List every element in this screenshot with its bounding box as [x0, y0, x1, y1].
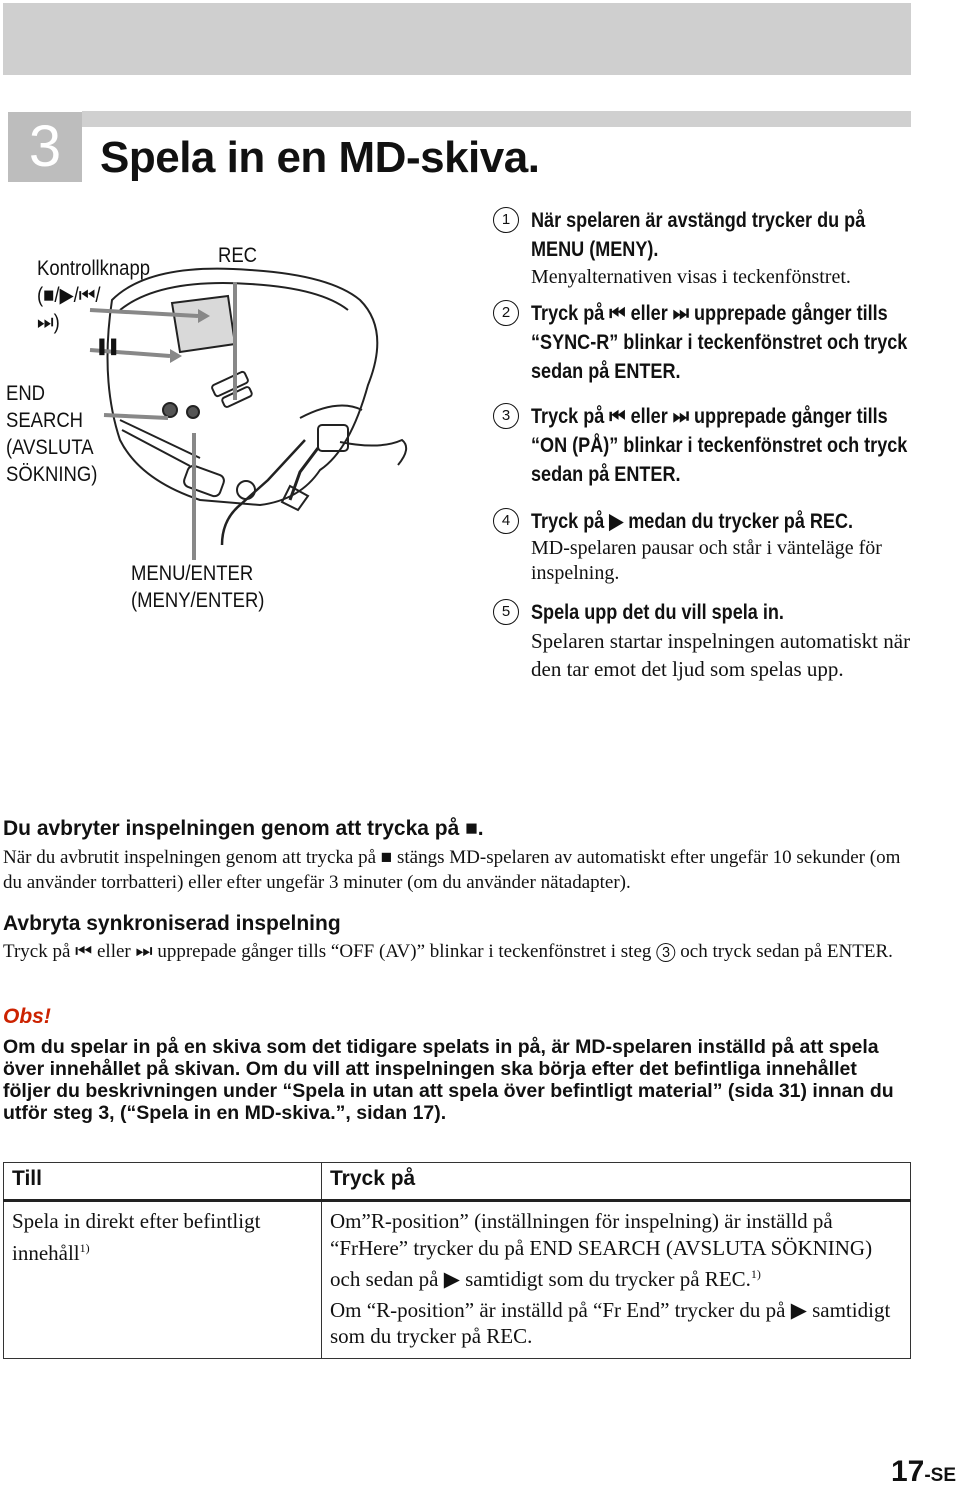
- step-heading: Tryck på ⏮ eller ⏭ upprepade gånger tills “ON (PÅ)” blinkar i teckenfönstret och tryck sedan på ENTER.: [531, 405, 908, 486]
- step-5: [493, 598, 923, 683]
- step-number: 5: [493, 599, 519, 625]
- table-cell-instructions: [322, 1201, 911, 1359]
- label-end: END: [6, 382, 46, 405]
- cell-text: Om”R-position” (inställningen för inspelning) är inställd på “FrHere” trycker du på END SEARCH (AVSLUTA SÖKNING) och sedan på ▶ samtidigt som du trycker på REC.: [330, 1209, 873, 1291]
- step-number: 4: [493, 508, 519, 534]
- step-number: 2: [493, 300, 519, 326]
- options-table: [3, 1162, 911, 1359]
- instruction-paragraph-1: [330, 1208, 902, 1293]
- step-2: [493, 299, 923, 386]
- label-sokning: SÖKNING): [6, 463, 98, 486]
- label-menu-enter: MENU/ENTER: [131, 562, 254, 585]
- step-heading: Tryck på ⏮ eller ⏭ upprepade gånger tills “SYNC-R” blinkar i teckenfönstret och tryck sedan på ENTER.: [531, 302, 908, 383]
- note-body: Om du spelar in på en skiva som det tidigare spelats in på, är MD-spelaren inställd på att spela över innehållet på skivan. Om du vill att inspelningen ska börja efter det befintliga innehållet följer du beskrivningen under “Spela in utan att spela över befintligt material” (sida 31) innan du utför steg 3, (“Spela in en MD-skiva.”, sidan 17).: [3, 1036, 894, 1124]
- note-heading: Obs!: [3, 1005, 51, 1028]
- footnote-ref: 1): [750, 1267, 761, 1281]
- table-cell-action: [4, 1201, 322, 1359]
- footnote-ref: 1): [79, 1240, 90, 1255]
- label-avsluta: (AVSLUTA: [6, 436, 94, 459]
- step-body: Menyalternativen visas i teckenfönstret.: [531, 266, 851, 288]
- label-meny-enter: (MENY/ENTER): [131, 589, 265, 612]
- instruction-paragraph-2: Om “R-position” är inställd på “Fr End” trycker du på ▶ samtidigt som du trycker på REC.: [330, 1297, 891, 1348]
- page-title: Spela in en MD-skiva.: [100, 133, 540, 182]
- stop-heading: Du avbryter inspelningen genom att trycka på ■.: [3, 817, 484, 840]
- label-kontrollknapp-end: ⏭): [37, 311, 60, 334]
- page-number-value: 17: [890, 1455, 925, 1488]
- steps-list: [493, 206, 923, 683]
- step-number: 3: [493, 403, 519, 429]
- label-rec: REC: [218, 244, 258, 267]
- cancel-sync-heading: Avbryta synkroniserad inspelning: [3, 912, 341, 935]
- label-kontrollknapp-symbols: (■/▶/⏮/: [37, 284, 101, 307]
- step-heading: Tryck på ▶ medan du trycker på REC.: [531, 510, 854, 533]
- top-band: [3, 3, 911, 75]
- step-1: [493, 206, 923, 291]
- step-body: Spelaren startar inspelningen automatiskt när den tar emot det ljud som spelas upp.: [531, 629, 911, 681]
- page-number: [891, 1455, 956, 1489]
- page-number-suffix: -SE: [924, 1465, 956, 1486]
- table-header-till: Till: [4, 1163, 322, 1201]
- table-header-row: [4, 1163, 911, 1201]
- cancel-sync-body: Tryck på ⏮ eller ⏭ upprepade gånger tills “OFF (AV)” blinkar i teckenfönstret i steg ③ och tryck sedan på ENTER.: [3, 941, 893, 962]
- step-4: [493, 507, 923, 586]
- stop-body: När du avbrutit inspelningen genom att trycka på ■ stängs MD-spelaren av automatiskt efter ungefär 10 sekunder (om du använder torrbatteri) eller efter ungefär 3 minuter (om du använder nätadapter).: [3, 847, 901, 893]
- label-search: SEARCH: [6, 409, 84, 432]
- step-3: [493, 402, 923, 489]
- step-heading: När spelaren är avstängd trycker du på MENU (MENY).: [531, 209, 866, 261]
- section-number: 3: [8, 112, 82, 182]
- step-body: MD-spelaren pausar och står i vänteläge för inspelning.: [531, 537, 882, 584]
- cell-text: Spela in direkt efter befintligt innehåll: [12, 1209, 261, 1265]
- step-heading: Spela upp det du vill spela in.: [531, 601, 784, 624]
- title-rule: [82, 111, 911, 127]
- table-header-tryck-pa: Tryck på: [322, 1163, 911, 1201]
- table-row: [4, 1201, 911, 1359]
- pause-icon: ❚❚: [96, 338, 120, 355]
- step-number: 1: [493, 207, 519, 233]
- label-kontrollknapp: Kontrollknapp: [37, 257, 151, 280]
